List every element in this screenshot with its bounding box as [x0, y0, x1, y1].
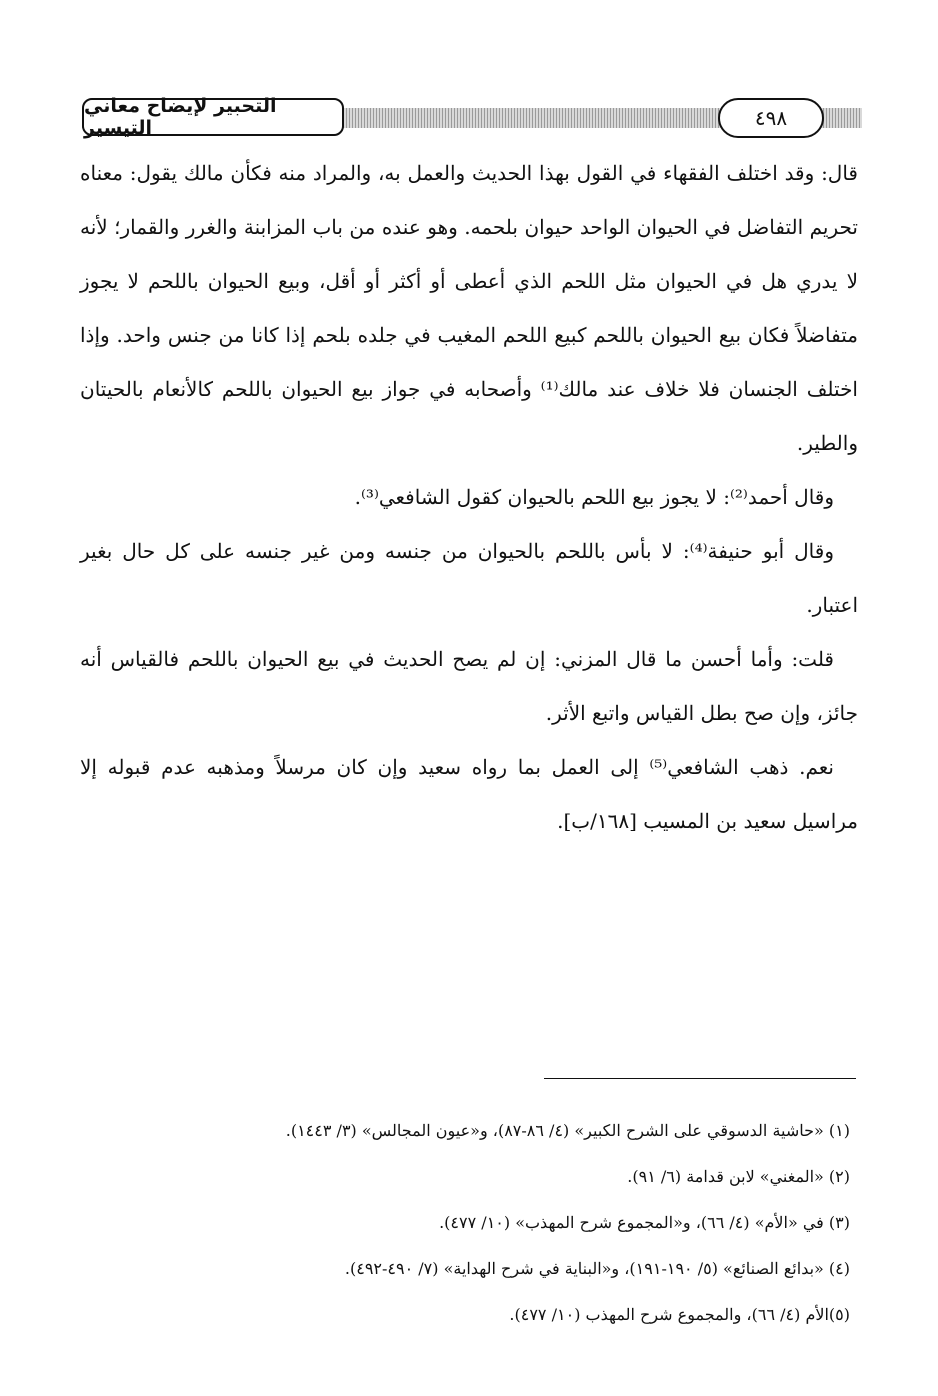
main-text [80, 146, 858, 848]
page-number: ٤٩٨ [718, 98, 824, 138]
paragraph: قلت: وأما أحسن ما قال المزني: إن لم يصح الحديث في بيع الحيوان باللحم فالقياس أنه جائز، وإن صح بطل القياس واتبع الأثر. [80, 647, 858, 725]
footnote: (٣) في «الأم» (٤/ ٦٦)، و«المجموع شرح المهذب» (١٠/ ٤٧٧). [439, 1213, 850, 1232]
paragraph: نعم. ذهب الشافعي⁽⁵⁾ إلى العمل بما رواه سعيد وإن كان مرسلاً ومذهبه عدم قبوله إلا مراسيل سعيد بن المسيب [١٦٨/ب]. [80, 755, 858, 833]
paragraph: وقال أبو حنيفة⁽⁴⁾: لا بأس باللحم بالحيوان من جنسه ومن غير جنسه على كل حال بغير اعتبار. [80, 539, 858, 617]
page-header [82, 96, 862, 142]
footnote: (٤) «بدائع الصنائع» (٥/ ١٩٠-١٩١)، و«البناية في شرح الهداية» (٧/ ٤٩٠-٤٩٢). [344, 1259, 850, 1278]
footnote: (٥)الأم (٤/ ٦٦)، والمجموع شرح المهذب (١٠/ ٤٧٧). [509, 1305, 850, 1324]
footnotes [80, 1108, 850, 1338]
footnote-separator [544, 1078, 856, 1079]
book-title: التحبير لإيضاح معاني التيسير [82, 98, 344, 136]
paragraph: وقال أحمد⁽²⁾: لا يجوز بيع اللحم بالحيوان كقول الشافعي⁽³⁾. [354, 485, 834, 509]
footnote: (١) «حاشية الدسوقي على الشرح الكبير» (٤/ ٨٦-٨٧)، و«عيون المجالس» (٣/ ١٤٤٣). [285, 1121, 850, 1140]
paragraph: قال: وقد اختلف الفقهاء في القول بهذا الحديث والعمل به، والمراد منه فكأن مالك يقول: معناه تحريم التفاضل في الحيوان الواحد حيوان بلحمه. وهو عنده من باب المزابنة والغرر والقمار؛ لأنه لا يدري هل في الحيوان مثل اللحم الذي أعطى أو أكثر أو أقل، وبيع الحيوان باللحم لا يجوز متفاضلاً فكان بيع الحيوان باللحم كبيع اللحم المغيب في جلده بلحم إذا كانا من جنس واحد. وإذا اختلف الجنسان فلا خلاف عند مالك⁽¹⁾ وأصحابه في جواز بيع الحيوان باللحم كالأنعام بالحيتان والطير. [80, 161, 858, 455]
footnote: (٢) «المغني» لابن قدامة (٦/ ٩١). [627, 1167, 850, 1186]
